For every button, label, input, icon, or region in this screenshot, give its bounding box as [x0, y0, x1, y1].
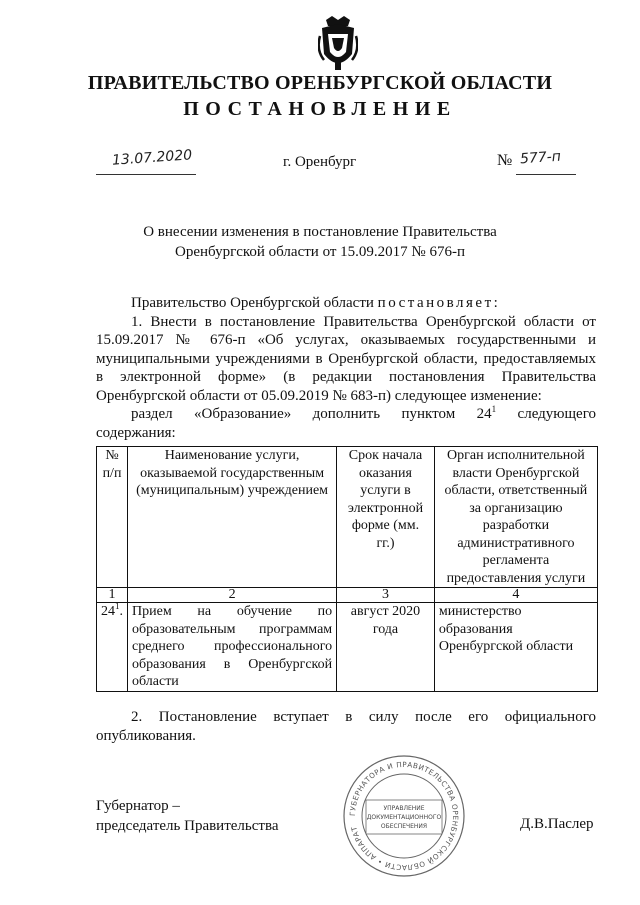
official-stamp-icon [340, 752, 468, 880]
header-number: № п/п [97, 447, 128, 588]
signatory-name: Д.В.Паслер [520, 816, 594, 832]
word: дополнить [312, 406, 381, 422]
subject-line-2: Оренбургской области от 15.09.2017 № 676-п [174, 244, 466, 260]
column-number: 3 [337, 588, 435, 603]
column-number: 2 [128, 588, 337, 603]
header-service: Наименование услуги, оказываемой государственным (муниципальным) учреждением [128, 447, 337, 588]
svg-text:ДОКУМЕНТАЦИОННОГО: ДОКУМЕНТАЦИОННОГО [366, 814, 442, 821]
header-agency: Орган исполнительной власти Оренбургской области, ответственный за организацию разработки административного регламента предоставления услуги [434, 447, 597, 588]
services-table [96, 446, 598, 692]
city: г. Оренбург [283, 154, 357, 170]
table-header-row [97, 447, 598, 588]
number-sign: № [497, 152, 513, 169]
position-line-2: председатель Правительства [96, 818, 279, 834]
document-subject [0, 222, 640, 262]
signatory-position [96, 796, 279, 836]
table-numbering-row [97, 588, 598, 603]
document-body [96, 294, 596, 442]
column-number: 4 [434, 588, 597, 603]
row-start: август 2020 года [337, 603, 435, 692]
document-type: ПОСТАНОВЛЕНИЕ [183, 98, 457, 120]
row-number: $24^1$. [97, 603, 128, 692]
word: «Образование» [194, 406, 292, 422]
svg-text:ОБЕСПЕЧЕНИЯ: ОБЕСПЕЧЕНИЯ [380, 823, 428, 830]
stamp-ring-text: ГУБЕРНАТОРА И ПРАВИТЕЛЬСТВА ОРЕНБУРГСКОЙ ОБЛАСТИ • АППАРАТ [347, 759, 461, 873]
intro-text: Правительство Оренбургской области [131, 295, 374, 311]
paragraph-1: 1. Внести в постановление Правительства Оренбургской области от 15.09.2017 № 676-п «Об услугах, оказываемых государственными и муниципальными учреждениями в Оренбургской области, предоставляемых в электронной форме» (в редакции постановления Правительства Оренбургской области от 05.09.2019 № 683-п) следующее изменение: [96, 313, 596, 404]
svg-text:УПРАВЛЕНИЕ: УПРАВЛЕНИЕ [383, 805, 425, 812]
table-row [97, 603, 598, 692]
row-agency: министерство образования Оренбургской области [434, 603, 597, 692]
position-line-1: Губернатор – [96, 798, 180, 814]
document-date: 13.07.2020 [111, 147, 193, 169]
row-service: Прием на обучение по образовательным программам среднего профессионального образования в Оренбургской области [128, 603, 337, 692]
word: следующего [517, 406, 596, 422]
document-number: 577-п [519, 148, 562, 168]
word: пунктом [401, 406, 456, 422]
intro-paragraph [96, 294, 596, 313]
paragraph-2: 2. Постановление вступает в силу после его официального опубликования. [96, 709, 596, 744]
word: раздел [131, 406, 173, 422]
item-number: $24^1$ [476, 404, 497, 422]
column-number: 1 [97, 588, 128, 603]
coat-of-arms-icon [318, 14, 358, 74]
paragraph-1-continuation [96, 405, 596, 424]
government-title: ПРАВИТЕЛЬСТВО ОРЕНБУРГСКОЙ ОБЛАСТИ [87, 72, 553, 94]
subject-line-1: О внесении изменения в постановление Правительства [143, 224, 497, 240]
header-start: Срок начала оказания услуги в электронной форме (мм. гг.) [337, 447, 435, 588]
paragraph-1-end: содержания: [96, 424, 176, 441]
intro-verb: постановляет: [377, 295, 501, 311]
